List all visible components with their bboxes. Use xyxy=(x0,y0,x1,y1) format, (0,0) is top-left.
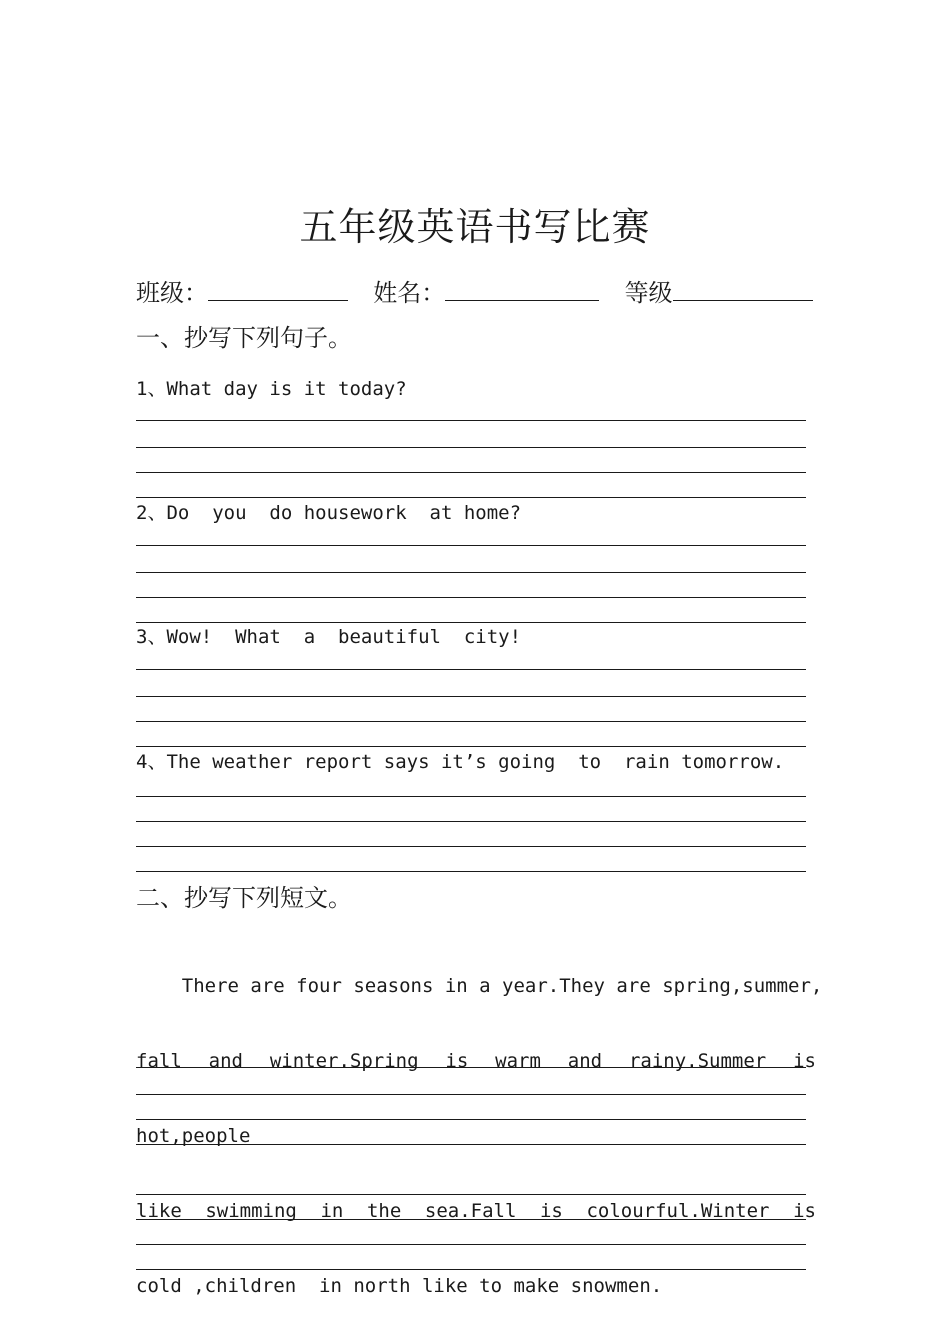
section1-heading: 一、抄写下列句子。 xyxy=(136,324,352,352)
passage-line: There are four seasons in a year.They are spring,summer, xyxy=(136,975,823,997)
writing-line[interactable] xyxy=(136,572,806,573)
page-title: 五年级英语书写比赛 xyxy=(299,205,651,249)
writing-line[interactable] xyxy=(136,1119,806,1120)
student-info-row xyxy=(136,274,813,308)
writing-line[interactable] xyxy=(136,1269,806,1270)
name-label: 姓名： xyxy=(373,279,446,307)
passage-word: is xyxy=(445,1050,469,1072)
writing-line[interactable] xyxy=(136,472,806,473)
passage-word: and xyxy=(567,1050,603,1072)
passage-line-justified xyxy=(136,1199,816,1224)
writing-line[interactable] xyxy=(136,796,806,797)
passage-word: is xyxy=(793,1200,816,1222)
writing-line[interactable] xyxy=(136,721,806,722)
writing-line[interactable] xyxy=(136,669,806,670)
writing-line[interactable] xyxy=(136,497,806,498)
writing-line[interactable] xyxy=(136,622,806,623)
sentence-2: 2、Do you do housework at home? xyxy=(136,502,522,524)
passage-word: the xyxy=(366,1200,402,1222)
writing-line[interactable] xyxy=(136,1244,806,1245)
sentence-1: 1、What day is it today? xyxy=(136,378,407,400)
writing-line[interactable] xyxy=(136,1094,806,1095)
sentence-3: 3、Wow! What a beautiful city! xyxy=(136,626,522,648)
passage-word: rainy.Summer xyxy=(628,1050,767,1072)
passage xyxy=(136,924,823,1324)
passage-line-justified xyxy=(136,1049,816,1074)
writing-line[interactable] xyxy=(136,545,806,546)
class-label: 班级： xyxy=(136,279,208,307)
passage-word: like xyxy=(136,1200,182,1222)
writing-line[interactable] xyxy=(136,696,806,697)
passage-word: is xyxy=(793,1050,816,1072)
passage-word: in xyxy=(320,1200,344,1222)
writing-line[interactable] xyxy=(136,1067,806,1068)
name-blank[interactable] xyxy=(445,274,599,301)
writing-line[interactable] xyxy=(136,1144,806,1145)
writing-line[interactable] xyxy=(136,597,806,598)
passage-word: swimming xyxy=(205,1200,297,1222)
writing-line[interactable] xyxy=(136,420,806,421)
passage-word: sea.Fall xyxy=(424,1200,517,1222)
passage-word: is xyxy=(539,1200,563,1222)
writing-line[interactable] xyxy=(136,821,806,822)
writing-line[interactable] xyxy=(136,1219,806,1220)
writing-line[interactable] xyxy=(136,1194,806,1195)
writing-line[interactable] xyxy=(136,871,806,872)
passage-line: hot,people xyxy=(136,1125,251,1147)
passage-word: winter.Spring xyxy=(269,1050,419,1072)
passage-word: and xyxy=(208,1050,243,1072)
writing-line[interactable] xyxy=(136,746,806,747)
grade-blank[interactable] xyxy=(673,274,813,301)
passage-word: fall xyxy=(136,1050,182,1072)
sentence-4: 4、The weather report says it’s going to rain tomorrow. xyxy=(136,751,785,773)
writing-line[interactable] xyxy=(136,846,806,847)
passage-word: colourful.Winter xyxy=(586,1200,770,1222)
passage-line: cold ,children in north like to make snowmen. xyxy=(136,1275,663,1297)
grade-label: 等级 xyxy=(624,279,673,307)
writing-line[interactable] xyxy=(136,447,806,448)
section2-heading: 二、抄写下列短文。 xyxy=(136,884,352,912)
passage-word: warm xyxy=(495,1050,541,1072)
class-blank[interactable] xyxy=(208,274,348,301)
